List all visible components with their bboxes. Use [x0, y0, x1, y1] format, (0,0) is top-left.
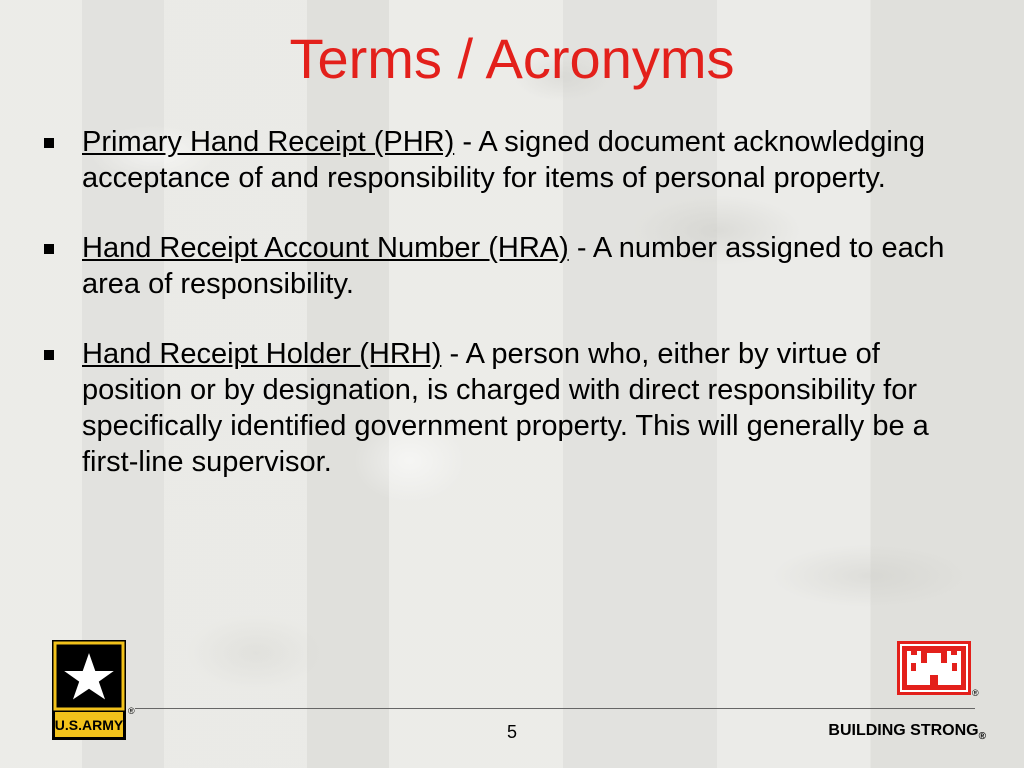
bullet-text — [82, 336, 962, 480]
bullet-marker-icon — [44, 244, 54, 254]
term-definition: - A person who, either by virtue of position or by designation, is charged with direct responsibility for specifically identified government property. This will generally be a first-line supervisor. — [82, 338, 929, 478]
footer-divider — [135, 708, 975, 709]
term-name: Hand Receipt Account Number (HRA) — [82, 232, 569, 264]
engineer-castle-logo-icon — [897, 641, 971, 700]
bullet-list — [44, 124, 974, 514]
registered-mark: ® — [972, 688, 979, 698]
building-strong-tagline — [828, 722, 986, 742]
term-name: Primary Hand Receipt (PHR) — [82, 126, 455, 158]
tagline-registered-mark: ® — [978, 731, 986, 743]
slide-title: Terms / Acronyms — [289, 27, 735, 90]
bullet-item — [44, 230, 974, 302]
page-number: 5 — [506, 722, 517, 742]
term-definition: - A signed document acknowledging acceptance of and responsibility for items of personal property. — [82, 126, 926, 194]
term-name: Hand Receipt Holder (HRH) — [82, 338, 442, 370]
bullet-item — [44, 124, 974, 196]
bullet-text — [82, 124, 962, 196]
tagline-text: BUILDING STRONG — [828, 722, 979, 739]
bullet-text — [82, 230, 962, 302]
bullet-marker-icon — [44, 350, 54, 360]
bullet-item — [44, 336, 974, 480]
bullet-marker-icon — [44, 138, 54, 148]
registered-mark: ® — [128, 706, 135, 716]
term-definition: - A number assigned to each area of responsibility. — [82, 232, 945, 300]
army-logo-text: U.S.ARMY — [54, 717, 124, 733]
